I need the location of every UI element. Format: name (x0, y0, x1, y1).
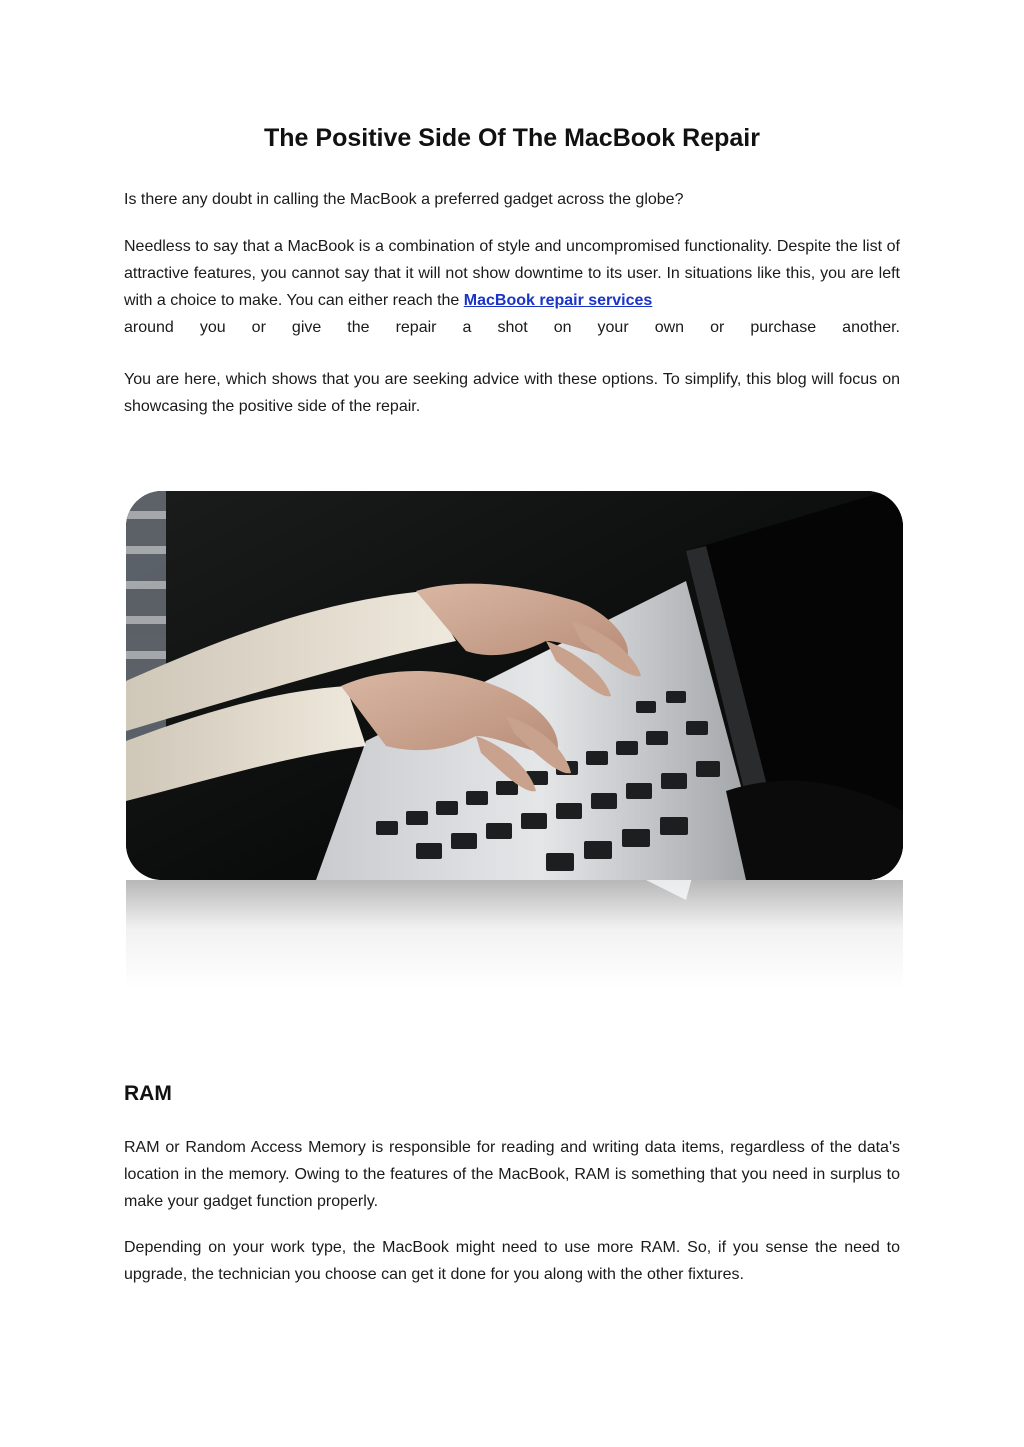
choice-paragraph (124, 233, 900, 341)
ram-heading: RAM (124, 1082, 172, 1105)
ram-paragraph-1: RAM or Random Access Memory is responsible for reading and writing data items, regardless of the data's location in the memory. Owing to the features of the MacBook, RAM is something that you need in surplus to make your gadget function properly. (124, 1139, 900, 1210)
macbook-repair-services-link[interactable]: MacBook repair services (463, 292, 653, 309)
choice-paragraph-text: Needless to say that a MacBook is a combination of style and uncompromised functionality. Despite the list of attractive features, you cannot say that it will not show downtime to its user. In situations like this, you are left with a choice to make. You can either reach the (124, 238, 900, 309)
seeking-advice-paragraph: You are here, which shows that you are seeking advice with these options. To simplify, this blog will focus on showcasing the positive side of the repair. (124, 371, 900, 415)
page-title: The Positive Side Of The MacBook Repair (264, 124, 760, 152)
photo-reflection (126, 880, 903, 990)
laptop-typing-photo (126, 491, 903, 880)
ram-paragraph-2: Depending on your work type, the MacBook might need to use more RAM. So, if you sense the need to upgrade, the technician you choose can get it done for you along with the other fixtures. (124, 1239, 900, 1283)
intro-paragraph: Is there any doubt in calling the MacBook a preferred gadget across the globe? (124, 191, 684, 208)
choice-paragraph-last-line: around you or give the repair a shot on your own or purchase another. (124, 319, 900, 336)
